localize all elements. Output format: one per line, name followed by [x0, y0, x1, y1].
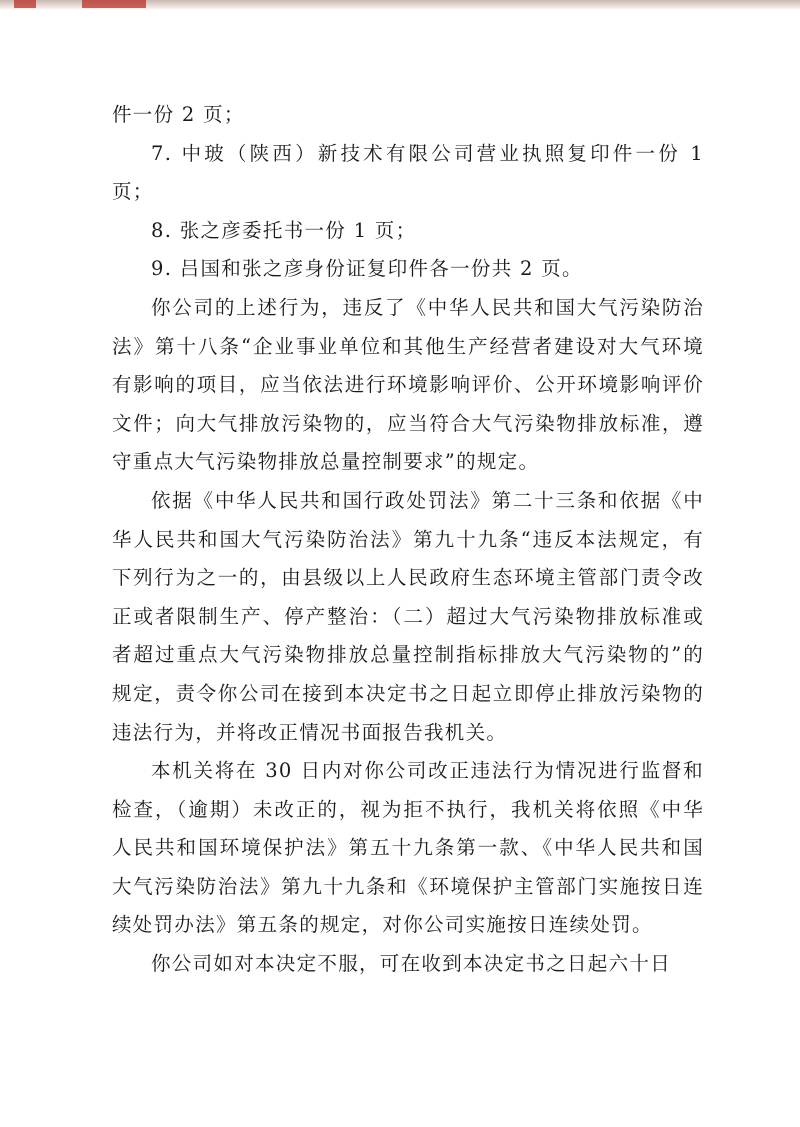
paragraph: 本机关将在 30 日内对你公司改正违法行为情况进行监督和检查，（逾期）未改正的，视为拒不执行，我机关将依照《中华人民共和国环境保护法》第五十九条第一款、《中华人民共和国大气污染防治法》第九十九条和《环境保护主管部门实施按日连续处罚办法》第五条的规定，对你公司实施按日连续处罚。 — [112, 759, 704, 937]
paragraph: 8. 张之彦委托书一份 1 页； — [151, 218, 417, 242]
document-body — [112, 96, 704, 984]
red-stamp-fragment — [14, 0, 36, 8]
paragraph: 依据《中华人民共和国行政处罚法》第二十三条和依据《中华人民共和国大气污染防治法》第九十九条“违反本法规定，有下列行为之一的，由县级以上人民政府生态环境主管部门责令改正或者限制生产、停产整治：（二）超过大气污染物排放标准或者超过重点大气污染物排放总量控制指标排放大气污染物的”的规定，责令你公司在接到本决定书之日起立即停止排放污染物的违法行为，并将改正情况书面报告我机关。 — [112, 488, 704, 744]
paragraph: 9. 吕国和张之彦身份证复印件各一份共 2 页。 — [151, 257, 583, 281]
paragraph: 你公司如对本决定不服，可在收到本决定书之日起六十日 — [151, 952, 672, 976]
paragraph: 7. 中玻（陕西）新技术有限公司营业执照复印件一份 1 页； — [112, 141, 704, 204]
paragraph: 你公司的上述行为，违反了《中华人民共和国大气污染防治法》第十八条“企业事业单位和其他生产经营者建设对大气环境有影响的项目，应当依法进行环境影响评价、公开环境影响评价文件；向大气排放污染物的，应当符合大气污染物排放标准，遵守重点大气污染物排放总量控制要求”的规定。 — [112, 295, 704, 474]
paragraph: 件一份 2 页； — [112, 103, 245, 126]
red-stamp-fragment — [82, 0, 146, 8]
